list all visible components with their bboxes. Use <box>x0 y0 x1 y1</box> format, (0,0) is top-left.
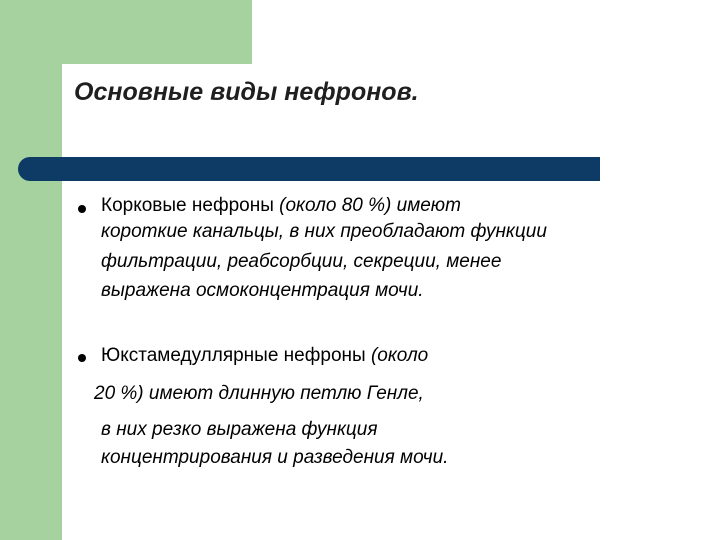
bullet-2-line-3: в них резко выражена функция <box>101 419 378 440</box>
bullet-2-line-4: концентрирования и разведения мочи. <box>101 447 449 468</box>
green-accent-left <box>0 0 62 540</box>
bullet-2-line-1-italic: (около <box>370 345 429 366</box>
bullet-1-line-1-normal: Корковые нефроны <box>101 195 280 216</box>
bullet-2-line-1 <box>101 345 428 367</box>
bullet-1-line-2: короткие канальцы, в них преобладают функции <box>101 221 547 242</box>
bullet-dot-icon <box>78 354 86 362</box>
bullet-dot-icon <box>78 205 86 213</box>
bullet-1-line-1 <box>101 195 461 217</box>
slide-title: Основные виды нефронов. <box>74 78 419 106</box>
bullet-2-line-2: 20 %) имеют длинную петлю Генле, <box>94 383 424 404</box>
bullet-2-line-1-normal: Юкстамедуллярные нефроны <box>101 345 371 366</box>
bullet-1-line-3: фильтрации, реабсорбции, секреции, менее <box>101 251 502 272</box>
bullet-1-line-4: выражена осмоконцентрация мочи. <box>101 280 424 301</box>
green-accent-top <box>0 0 252 64</box>
bullet-1-line-1-italic: (около 80 %) имеют <box>279 195 461 216</box>
title-underline-bar <box>18 157 600 181</box>
